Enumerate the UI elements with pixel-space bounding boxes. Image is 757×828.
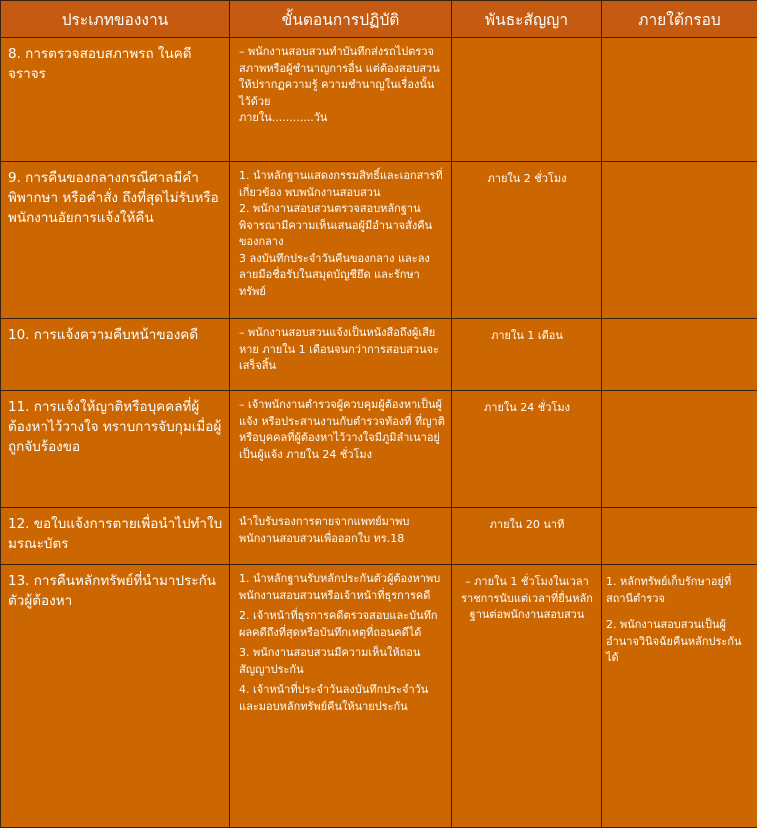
work-type-cell: 13. การคืนหลักทรัพย์ที่นำมาประกันตัวผู้ต้องหา — [1, 565, 230, 828]
table-row — [1, 565, 757, 828]
work-type-cell: 9. การคืนของกลางกรณีศาลมีคำพิพากษา หรือคำสั่ง ถึงที่สุดไม่รับหรือพนักงานอัยการแจ้งให้คืน — [1, 162, 230, 319]
procedure-step: – พนักงานสอบสวนแจ้งเป็นหนังสือถึงผู้เสียหาย ภายใน 1 เดือนจนกว่าการสอบสวนจะเสร็จสิ้น — [239, 325, 445, 375]
procedure-step: 2. พนักงานสอบสวนตรวจสอบหลักฐานพิจารณามีความเห็นเสนอผู้มีอำนาจสั่งคืนของกลาง — [239, 201, 445, 251]
work-type-cell: 12. ขอใบแจ้งการตายเพื่อนำไปทำใบมรณะบัตร — [1, 508, 230, 565]
table-header-row — [1, 1, 757, 38]
framework-item: 2. พนักงานสอบสวนเป็นผู้อำนาจวินิจฉัยคืนหลักประกันได้ — [606, 617, 751, 667]
procedure-cell — [230, 38, 452, 162]
procedure-step: 3 ลงบันทึกประจำวันคืนของกลาง และลงลายมือชื่อรับในสมุดบัญชียึด และรักษาทรัพย์ — [239, 251, 445, 301]
commitment-cell — [452, 38, 602, 162]
table-row — [1, 38, 757, 162]
framework-cell — [602, 38, 757, 162]
procedure-cell — [230, 391, 452, 508]
header-work-type: ประเภทของงาน — [1, 1, 230, 38]
procedure-step: 1. นำหลักฐานแสดงกรรมสิทธิ์และเอกสารที่เกี่ยวข้อง พบพนักงานสอบสวน — [239, 168, 445, 201]
framework-cell — [602, 162, 757, 319]
commitment-cell: ภายใน 24 ชั่วโมง — [452, 391, 602, 508]
header-framework: ภายใต้กรอบ — [602, 1, 757, 38]
table-row — [1, 162, 757, 319]
procedure-cell — [230, 319, 452, 391]
procedure-step: – เจ้าพนักงานตำรวจผู้ควบคุมผู้ต้องหาเป็นผู้แจ้ง หรือประสานงานกับตำรวจท้องที่ ที่ญาติหรือบุคคลที่ผู้ต้องหาไว้วางใจมีภูมิลำเนาอยู่เป็นผู้แจ้ง ภายใน 24 ชั่วโมง — [239, 397, 445, 463]
work-type-cell: 8. การตรวจสอบสภาพรถ ในคดีจราจร — [1, 38, 230, 162]
procedure-step: 1. นำหลักฐานรับหลักประกันตัวผู้ต้องหาพบพนักงานสอบสวนหรือเจ้าหน้าที่ธุรการคดี — [239, 571, 445, 604]
header-procedure: ขั้นตอนการปฏิบัติ — [230, 1, 452, 38]
framework-cell — [602, 319, 757, 391]
table-row — [1, 391, 757, 508]
table-row — [1, 319, 757, 391]
framework-item: 1. หลักทรัพย์เก็บรักษาอยู่ที่สถานีตำรวจ — [606, 574, 751, 607]
commitment-cell: – ภายใน 1 ชั่วโมงในเวลาราชการนับแต่เวลาที่ยื่นหลักฐานต่อพนักงานสอบสวน — [452, 565, 602, 828]
procedure-step: ภายใน............วัน — [239, 110, 445, 127]
procedure-step: 2. เจ้าหน้าที่ธุรการคดีตรวจสอบและบันทึกผลคดีถึงที่สุดหรือบันทึกเหตุที่ถอนคดีได้ — [239, 608, 445, 641]
header-commitment: พันธะสัญญา — [452, 1, 602, 38]
framework-cell — [602, 565, 757, 828]
commitment-cell: ภายใน 20 นาที — [452, 508, 602, 565]
commitment-cell: ภายใน 1 เดือน — [452, 319, 602, 391]
procedure-step: 3. พนักงานสอบสวนมีความเห็นให้ถอนสัญญาประกัน — [239, 645, 445, 678]
procedure-cell — [230, 162, 452, 319]
procedure-cell — [230, 508, 452, 565]
commitment-cell: ภายใน 2 ชั่วโมง — [452, 162, 602, 319]
procedure-step: นำใบรับรองการตายจากแพทย์มาพบพนักงานสอบสวนเพื่อออกใบ ทร.18 — [239, 514, 445, 547]
procedure-step: 4. เจ้าหน้าที่ประจำวันลงบันทึกประจำวันและมอบหลักทรัพย์คืนให้นายประกัน — [239, 682, 445, 715]
work-type-cell: 10. การแจ้งความคืบหน้าของคดี — [1, 319, 230, 391]
table-row — [1, 508, 757, 565]
framework-cell — [602, 508, 757, 565]
procedure-cell — [230, 565, 452, 828]
framework-cell — [602, 391, 757, 508]
work-type-cell: 11. การแจ้งให้ญาติหรือบุคคลที่ผู้ต้องหาไว้วางใจ ทราบการจับกุมเมื่อผู้ถูกจับร้องขอ — [1, 391, 230, 508]
procedure-step: – พนักงานสอบสวนทำบันทึกส่งรถไปตรวจ สภาพหรือผู้ชำนาญการอื่น แต่ต้องสอบสวนให้ปรากฏความรู้ ความชำนาญในเรื่องนั้นไว้ด้วย — [239, 44, 445, 110]
